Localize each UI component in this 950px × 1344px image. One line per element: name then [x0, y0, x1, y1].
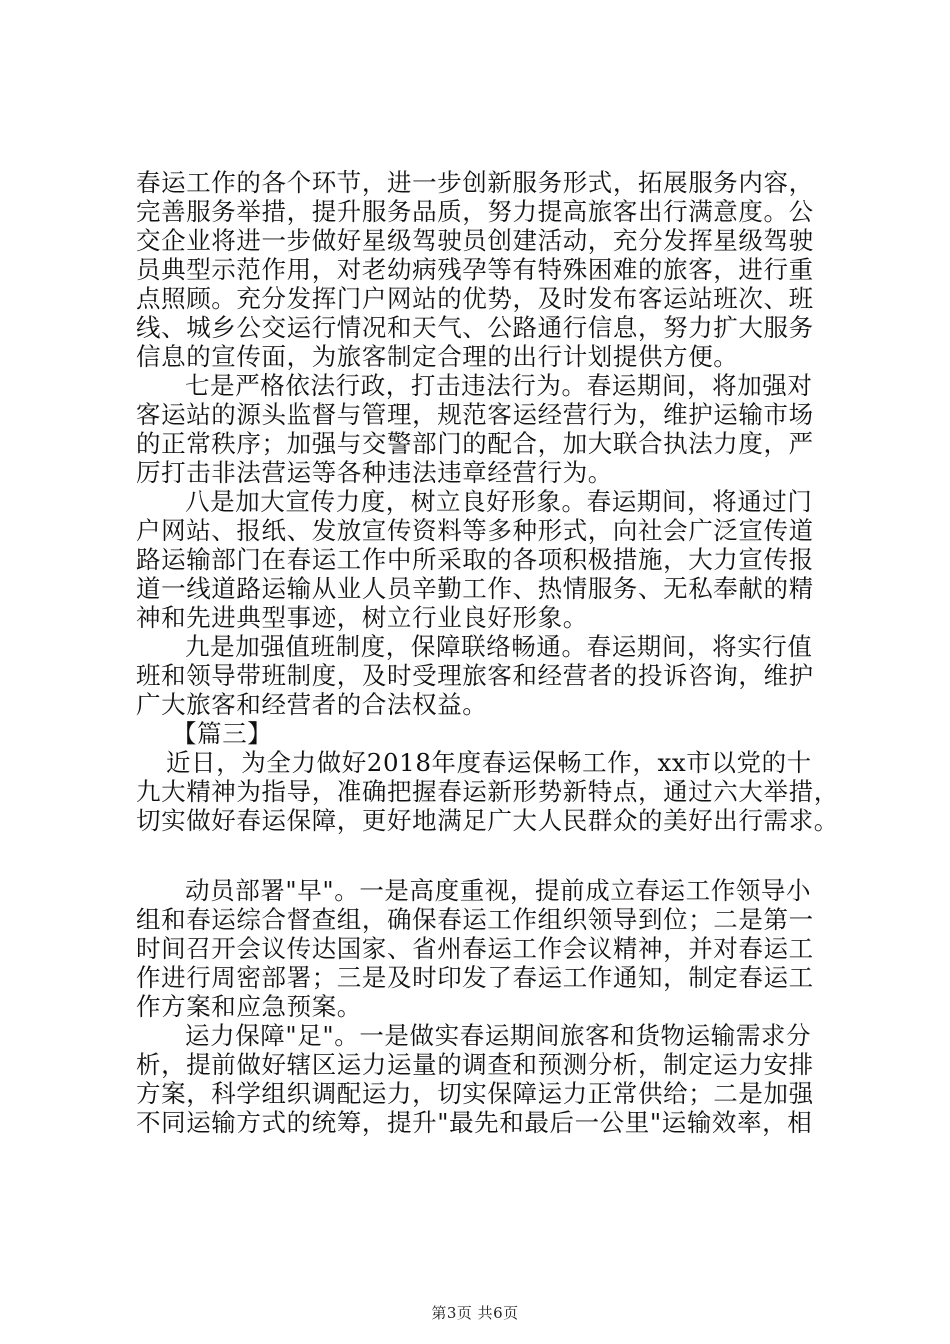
text-line: 运力保障"足"。一是做实春运期间旅客和货物运输需求分: [185, 1021, 812, 1050]
text-line: 七是严格依法行政，打击违法行为。春运期间，将加强对: [185, 371, 813, 400]
paragraph: [136, 168, 836, 371]
text-line: 方案，科学组织调配运力，切实保障运力正常供给；二是加强: [136, 1079, 814, 1108]
text-line: 作进行周密部署；三是及时印发了春运工作通知，制定春运工: [136, 963, 814, 992]
paragraph: [136, 876, 836, 1021]
paragraph: [136, 371, 836, 487]
text-line: 【篇三】: [172, 719, 273, 748]
text-line: 户网站、报纸、发放宣传资料等多种形式，向社会广泛宣传道: [136, 516, 814, 545]
text-line: 的正常秩序；加强与交警部门的配合，加大联合执法力度，严: [136, 429, 814, 458]
text-line: 员典型示范作用，对老幼病残孕等有特殊困难的旅客，进行重: [136, 255, 814, 284]
paragraph: [136, 1021, 836, 1137]
text-line: 客运站的源头监督与管理，规范客运经营行为，维护运输市场: [136, 400, 814, 429]
text-line: 交企业将进一步做好星级驾驶员创建活动，充分发挥星级驾驶: [136, 226, 814, 255]
text-line: 路运输部门在春运工作中所采取的各项积极措施，大力宣传报: [136, 545, 814, 574]
text-line: 近日，为全力做好2018年度春运保畅工作，xx市以党的十: [166, 748, 812, 777]
text-line: 春运工作的各个环节，进一步创新服务形式，拓展服务内容，: [136, 168, 814, 197]
paragraph: [136, 632, 836, 719]
text-line: 切实做好春运保障，更好地满足广大人民群众的美好出行需求。: [136, 806, 839, 835]
page-footer: 第3页 共6页: [431, 1304, 519, 1322]
section-heading: [136, 719, 836, 748]
text-line: 线、城乡公交运行情况和天气、公路通行信息，努力扩大服务: [136, 313, 814, 342]
paragraph: [136, 748, 839, 835]
text-line: 时间召开会议传达国家、省州春运工作会议精神，并对春运工: [136, 934, 814, 963]
text-line: 作方案和应急预案。: [136, 992, 362, 1021]
text-line: 九大精神为指导，准确把握春运新形势新特点，通过六大举措，: [136, 777, 839, 806]
text-line: 道一线道路运输从业人员辛勤工作、热情服务、无私奉献的精: [136, 574, 814, 603]
text-line: 九是加强值班制度，保障联络畅通。春运期间，将实行值: [185, 632, 813, 661]
text-line: 析，提前做好辖区运力运量的调查和预测分析，制定运力安排: [136, 1050, 814, 1079]
text-line: 动员部署"早"。一是高度重视，提前成立春运工作领导小: [185, 876, 812, 905]
text-line: 神和先进典型事迹，树立行业良好形象。: [136, 603, 588, 632]
text-line: 组和春运综合督查组，确保春运工作组织领导到位；二是第一: [136, 905, 814, 934]
paragraph: [136, 487, 836, 632]
text-line: 信息的宣传面，为旅客制定合理的出行计划提供方便。: [136, 342, 739, 371]
text-line: 完善服务举措，提升服务品质，努力提高旅客出行满意度。公: [136, 197, 814, 226]
paragraph-gap: [136, 835, 836, 876]
text-line: 班和领导带班制度，及时受理旅客和经营者的投诉咨询，维护: [136, 661, 814, 690]
text-line: 不同运输方式的统筹，提升"最先和最后一公里"运输效率，相: [136, 1108, 813, 1137]
text-line: 广大旅客和经营者的合法权益。: [136, 690, 488, 719]
text-line: 厉打击非法营运等各种违法违章经营行为。: [136, 458, 613, 487]
document-body: [136, 168, 839, 1137]
text-line: 八是加大宣传力度，树立良好形象。春运期间，将通过门: [185, 487, 813, 516]
text-line: 点照顾。充分发挥门户网站的优势，及时发布客运站班次、班: [136, 284, 814, 313]
